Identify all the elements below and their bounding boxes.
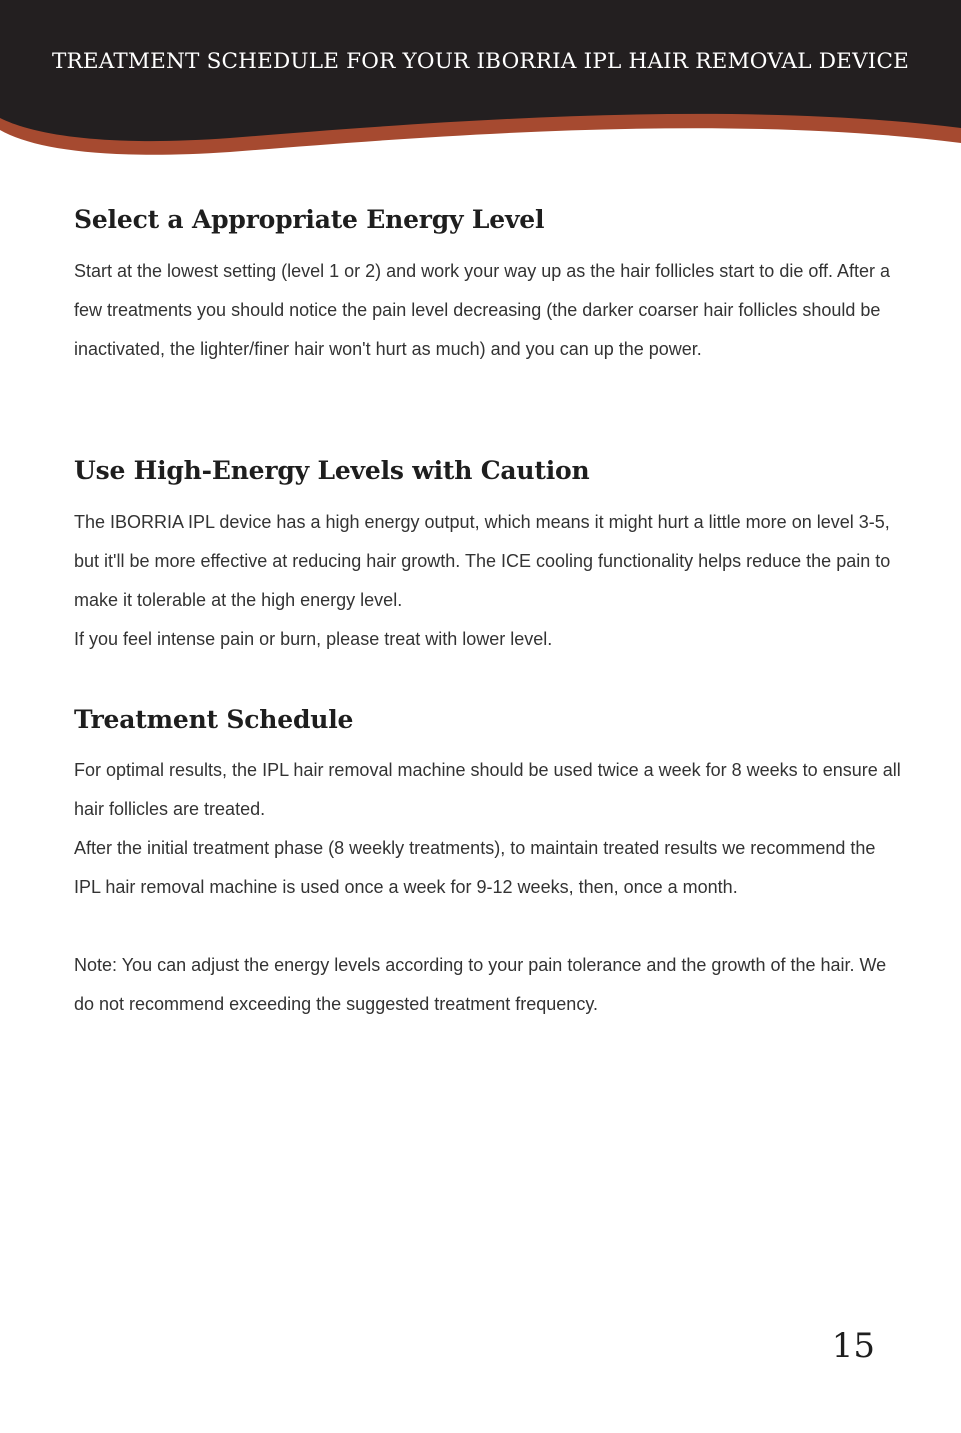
header-wave-band <box>0 0 961 160</box>
section-paragraph: For optimal results, the IPL hair removal machine should be used twice a week for 8 weeks to ensure all hair follicles are treated. <box>74 760 901 819</box>
page-number: 15 <box>831 1326 875 1366</box>
section-paragraph: After the initial treatment phase (8 weekly treatments), to maintain treated results we recommend the IPL hair removal machine is used once a week for 9-12 weeks, then, once a month. <box>74 838 876 897</box>
page-header <box>0 0 961 160</box>
section-title-treatment-schedule: Treatment Schedule <box>74 705 354 734</box>
section-title-energy-level: Select a Appropriate Energy Level <box>74 205 545 234</box>
section-paragraph: Note: You can adjust the energy levels according to your pain tolerance and the growth of the hair. We do not recommend exceeding the suggested treatment frequency. <box>74 955 887 1014</box>
section-paragraph: The IBORRIA IPL device has a high energy output, which means it might hurt a little more on level 3-5, but it'll be more effective at reducing hair growth. The ICE cooling functionality helps reduce the pain to make it tolerable at the high energy level. <box>74 512 891 610</box>
header-title: TREATMENT SCHEDULE FOR YOUR IBORRIA IPL HAIR REMOVAL DEVICE <box>51 49 910 74</box>
section-paragraph: If you feel intense pain or burn, please treat with lower level. <box>74 629 553 649</box>
section-paragraph: Start at the lowest setting (level 1 or 2) and work your way up as the hair follicles start to die off. After a few treatments you should notice the pain level decreasing (the darker coarser hair follicles should be inactivated, the lighter/finer hair won't hurt as much) and you can up the power. <box>74 261 891 359</box>
section-title-high-energy-caution: Use High-Energy Levels with Caution <box>74 456 590 485</box>
